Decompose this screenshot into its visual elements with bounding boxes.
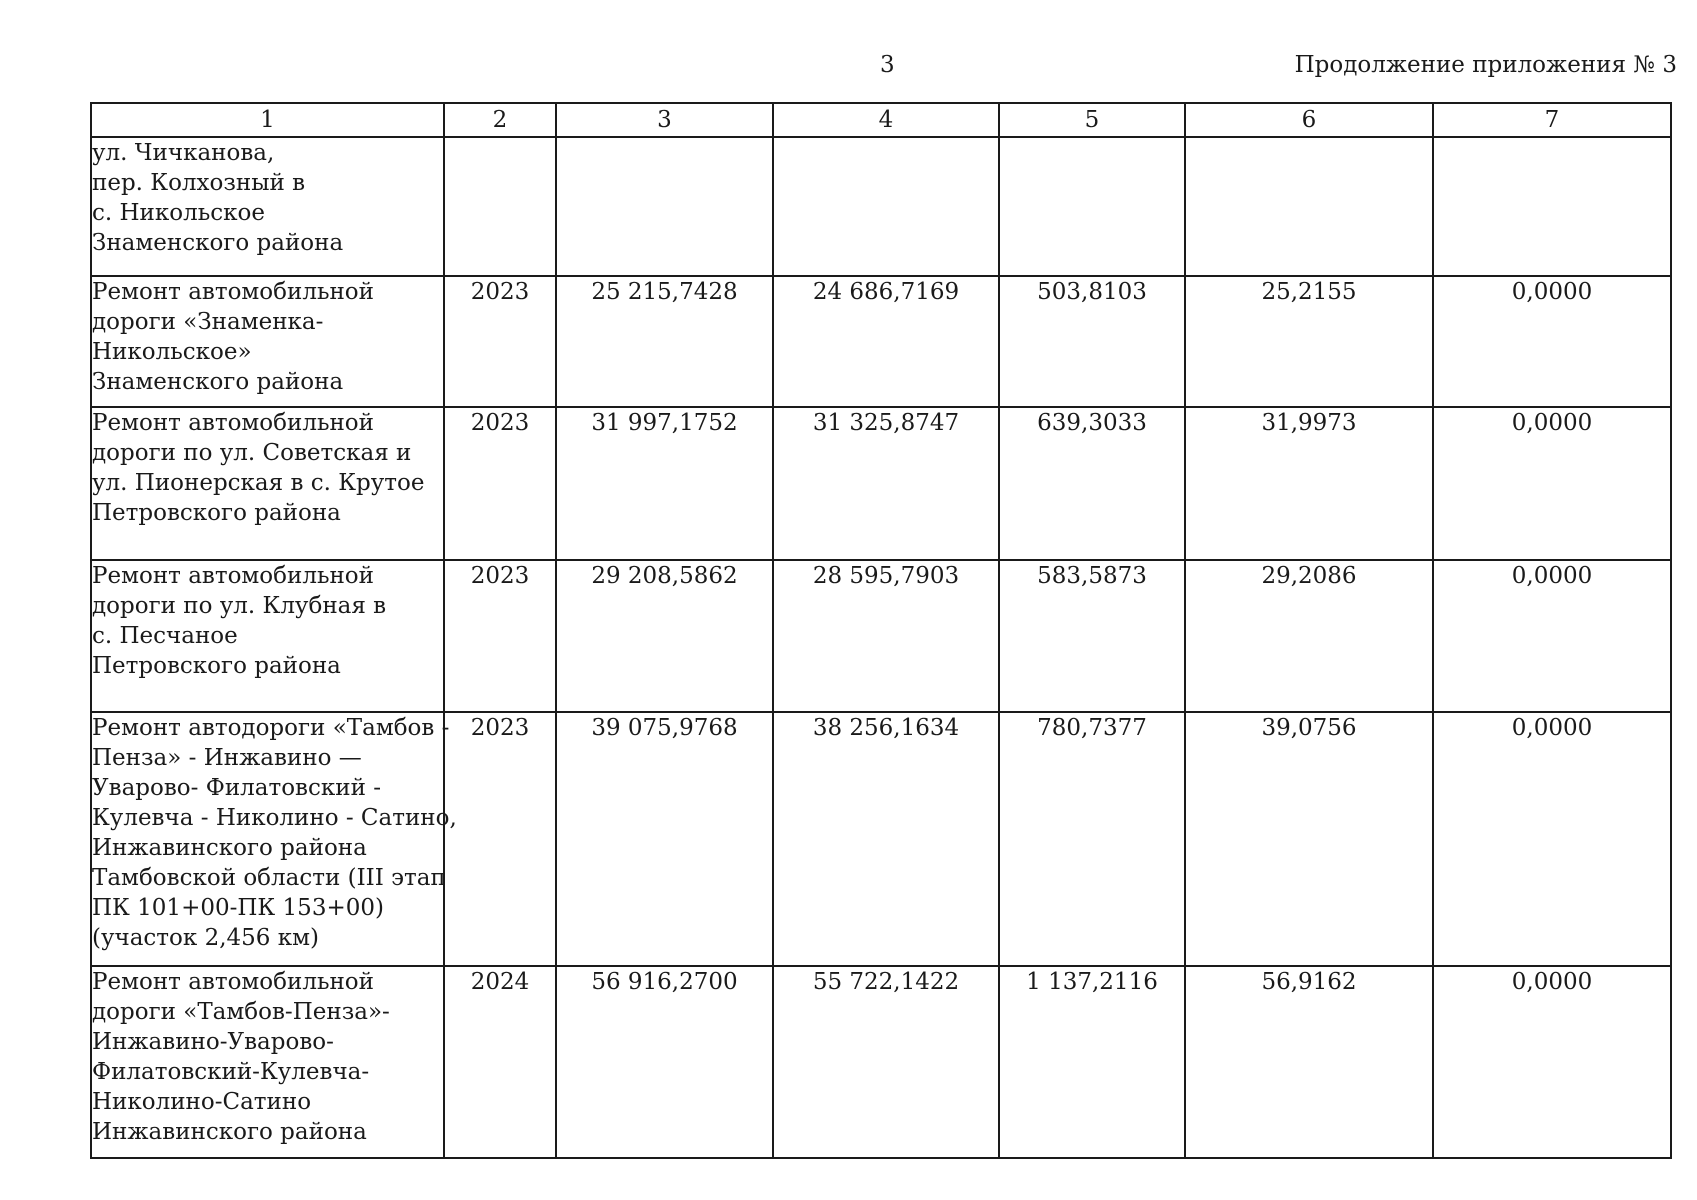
- table-row: [91, 712, 1671, 966]
- table-row: [91, 407, 1671, 560]
- value-cell-col3: 39 075,9768: [556, 712, 773, 966]
- header-row: [91, 103, 1671, 137]
- value-cell-col6: [1185, 137, 1433, 276]
- value-cell-col6: 31,9973: [1185, 407, 1433, 560]
- description-line: Ремонт автодороги «Тамбов -: [92, 715, 450, 741]
- row-description: [91, 712, 457, 966]
- year-cell: 2023: [444, 407, 556, 560]
- column-header-6: 6: [1185, 103, 1433, 137]
- year-cell: [444, 137, 556, 276]
- description-line: Ремонт автомобильной: [92, 410, 374, 436]
- year-cell: 2023: [444, 712, 556, 966]
- description-line: Пенза» - Инжавино —: [92, 745, 362, 771]
- value-cell-col5: [999, 137, 1185, 276]
- description-line: Ремонт автомобильной: [92, 279, 374, 305]
- value-cell-col3: 25 215,7428: [556, 276, 773, 407]
- value-cell-col3: 31 997,1752: [556, 407, 773, 560]
- year-cell: 2023: [444, 560, 556, 712]
- value-cell-col4: 28 595,7903: [773, 560, 999, 712]
- description-line: Ремонт автомобильной: [92, 969, 374, 995]
- year-cell: 2023: [444, 276, 556, 407]
- description-line: (участок 2,456 км): [92, 925, 319, 951]
- description-line: Инжавинского района: [92, 1119, 367, 1145]
- description-line: дороги «Знаменка-: [92, 309, 324, 335]
- description-line: Филатовский-Кулевча-: [92, 1059, 370, 1085]
- row-description: [91, 966, 444, 1158]
- description-line: Ремонт автомобильной: [92, 563, 374, 589]
- description-line: Никольское»: [92, 339, 252, 365]
- value-cell-col6: 56,9162: [1185, 966, 1433, 1158]
- table-row: [91, 137, 1671, 276]
- description-line: Кулевча - Николино - Сатино,: [92, 805, 457, 831]
- description-line: с. Никольское: [92, 200, 265, 226]
- description-line: ул. Пионерская в с. Крутое: [92, 470, 425, 496]
- description-line: Инжавино-Уварово-: [92, 1029, 334, 1055]
- value-cell-col6: 25,2155: [1185, 276, 1433, 407]
- description-line: Петровского района: [92, 500, 341, 526]
- description-line: Тамбовской области (III этап: [92, 865, 446, 891]
- value-cell-col3: 56 916,2700: [556, 966, 773, 1158]
- description-line: Знаменского района: [92, 230, 344, 256]
- description-line: Николино-Сатино: [92, 1089, 312, 1115]
- value-cell-col3: 29 208,5862: [556, 560, 773, 712]
- description-line: Петровского района: [92, 653, 341, 679]
- table-row: [91, 560, 1671, 712]
- column-header-2: 2: [444, 103, 556, 137]
- table-row: [91, 276, 1671, 407]
- value-cell-col4: 24 686,7169: [773, 276, 999, 407]
- description-line: ПК 101+00-ПК 153+00): [92, 895, 384, 921]
- description-line: Инжавинского района: [92, 835, 367, 861]
- year-cell: 2024: [444, 966, 556, 1158]
- roads-table: [90, 102, 1672, 1159]
- value-cell-col6: 29,2086: [1185, 560, 1433, 712]
- description-line: Знаменского района: [92, 369, 344, 395]
- row-description: [91, 137, 444, 276]
- value-cell-col7: 0,0000: [1433, 276, 1671, 407]
- value-cell-col4: 31 325,8747: [773, 407, 999, 560]
- description-line: ул. Чичканова,: [92, 140, 275, 166]
- value-cell-col7: [1433, 137, 1671, 276]
- value-cell-col5: 1 137,2116: [999, 966, 1185, 1158]
- value-cell-col4: [773, 137, 999, 276]
- continuation-heading: Продолжение приложения № 3: [1294, 52, 1677, 78]
- column-header-3: 3: [556, 103, 773, 137]
- page-number: 3: [880, 52, 895, 78]
- description-line: дороги по ул. Клубная в: [92, 593, 387, 619]
- value-cell-col4: 55 722,1422: [773, 966, 999, 1158]
- column-header-1: 1: [91, 103, 444, 137]
- value-cell-col7: 0,0000: [1433, 407, 1671, 560]
- value-cell-col7: 0,0000: [1433, 560, 1671, 712]
- value-cell-col7: 0,0000: [1433, 966, 1671, 1158]
- description-line: Уварово- Филатовский -: [92, 775, 381, 801]
- table-row: [91, 966, 1671, 1158]
- description-line: дороги по ул. Советская и: [92, 440, 412, 466]
- row-description: [91, 276, 444, 407]
- column-header-7: 7: [1433, 103, 1671, 137]
- value-cell-col5: 583,5873: [999, 560, 1185, 712]
- description-line: дороги «Тамбов-Пенза»-: [92, 999, 390, 1025]
- row-description: [91, 560, 444, 712]
- description-line: с. Песчаное: [92, 623, 238, 649]
- description-line: пер. Колхозный в: [92, 170, 306, 196]
- value-cell-col3: [556, 137, 773, 276]
- value-cell-col6: 39,0756: [1185, 712, 1433, 966]
- value-cell-col4: 38 256,1634: [773, 712, 999, 966]
- column-header-5: 5: [999, 103, 1185, 137]
- value-cell-col5: 780,7377: [999, 712, 1185, 966]
- row-description: [91, 407, 444, 560]
- value-cell-col5: 503,8103: [999, 276, 1185, 407]
- value-cell-col5: 639,3033: [999, 407, 1185, 560]
- value-cell-col7: 0,0000: [1433, 712, 1671, 966]
- column-header-4: 4: [773, 103, 999, 137]
